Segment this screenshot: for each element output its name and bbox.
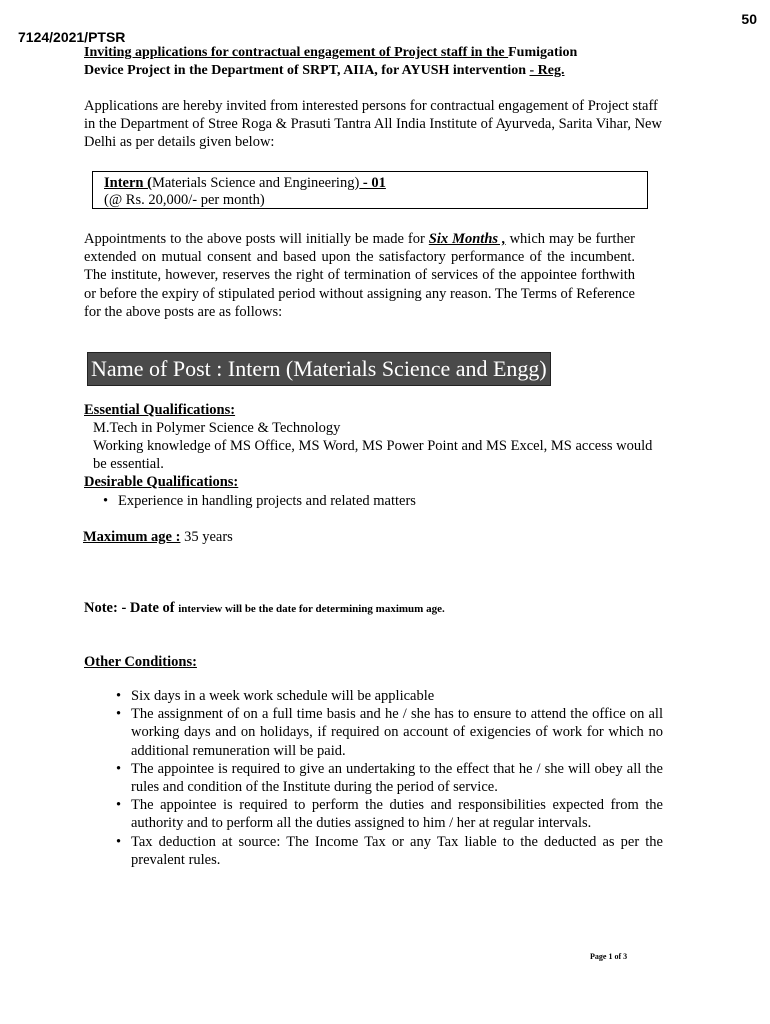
max-age-label: Maximum age : bbox=[83, 529, 181, 545]
heading-line1-tail: Fumigation bbox=[508, 45, 578, 60]
post-box bbox=[92, 171, 648, 209]
note-label: Note: - Date of bbox=[84, 600, 179, 616]
max-age bbox=[83, 528, 233, 546]
notice-heading bbox=[84, 44, 664, 80]
essential-line2: Working knowledge of MS Office, MS Word, MS Power Point and MS Excel, MS access would be essential. bbox=[93, 438, 653, 473]
appointment-duration: Six Months , bbox=[428, 231, 506, 247]
note bbox=[84, 599, 445, 618]
appointment-after: which may be further extended on mutual consent and based upon the satisfactory performance of the incumbent. The institute, however, reserves the right of termination of services of the appointee forthwith or before the expiry of stipulated period without assigning any reason. The Terms of Reference for the above posts are as follows: bbox=[84, 231, 635, 320]
post-count: - 01 bbox=[359, 175, 386, 191]
condition-item: • The appointee is required to perform the duties and responsibilities expected from the authority and to perform all the duties assigned to him / her at regular intervals. bbox=[113, 796, 663, 832]
post-name-banner: Name of Post : Intern (Materials Science and Engg) bbox=[87, 352, 551, 386]
heading-reg: - Reg. bbox=[529, 63, 565, 79]
other-conditions-label: Other Conditions: bbox=[84, 654, 197, 670]
appointment-paragraph bbox=[84, 230, 635, 321]
post-pay: (@ Rs. 20,000/- per month) bbox=[104, 192, 265, 208]
post-discipline: Materials Science and Engineering) bbox=[151, 175, 360, 191]
other-conditions-list bbox=[113, 687, 663, 869]
reference-number: 7124/2021/PTSR bbox=[18, 29, 126, 45]
intern-label: Intern ( bbox=[104, 175, 152, 191]
desirable-label: Desirable Qualifications: bbox=[84, 474, 239, 490]
condition-item: • Six days in a week work schedule will be applicable bbox=[113, 687, 663, 705]
condition-item: • Tax deduction at source: The Income Tax or any Tax liable to the deducted as per the prevalent rules. bbox=[113, 833, 663, 869]
essential-line1: M.Tech in Polymer Science & Technology bbox=[93, 420, 341, 436]
condition-item: • The appointee is required to give an undertaking to the effect that he / she will obey all the rules and condition of the Institute during the period of service. bbox=[113, 760, 663, 796]
heading-line1: Inviting applications for contractual engagement of Project staff in the bbox=[84, 45, 509, 60]
desirable-list bbox=[100, 492, 660, 510]
intro-paragraph: Applications are hereby invited from interested persons for contractual engagement of Project staff in the Department of Stree Roga & Prasuti Tantra All India Institute of Ayurveda, Sarita Vihar, New Delhi as per details given below: bbox=[84, 98, 662, 151]
appointment-before: Appointments to the above posts will initially be made for bbox=[84, 231, 429, 247]
page-footer: Page 1 of 3 bbox=[590, 952, 628, 961]
essential-label: Essential Qualifications: bbox=[84, 402, 236, 418]
condition-item: • The assignment of on a full time basis and he / she has to ensure to attend the office on all working days and on holidays, if required on account of exigencies of work for which no additional remuneration will be paid. bbox=[113, 705, 663, 760]
max-age-value: 35 years bbox=[180, 529, 233, 545]
page-number-top: 50 bbox=[741, 11, 757, 27]
desirable-item: • Experience in handling projects and related matters bbox=[100, 492, 660, 510]
heading-line2: Device Project in the Department of SRPT, AIIA, for AYUSH intervention bbox=[84, 63, 530, 79]
note-text: interview will be the date for determining maximum age. bbox=[178, 603, 445, 615]
